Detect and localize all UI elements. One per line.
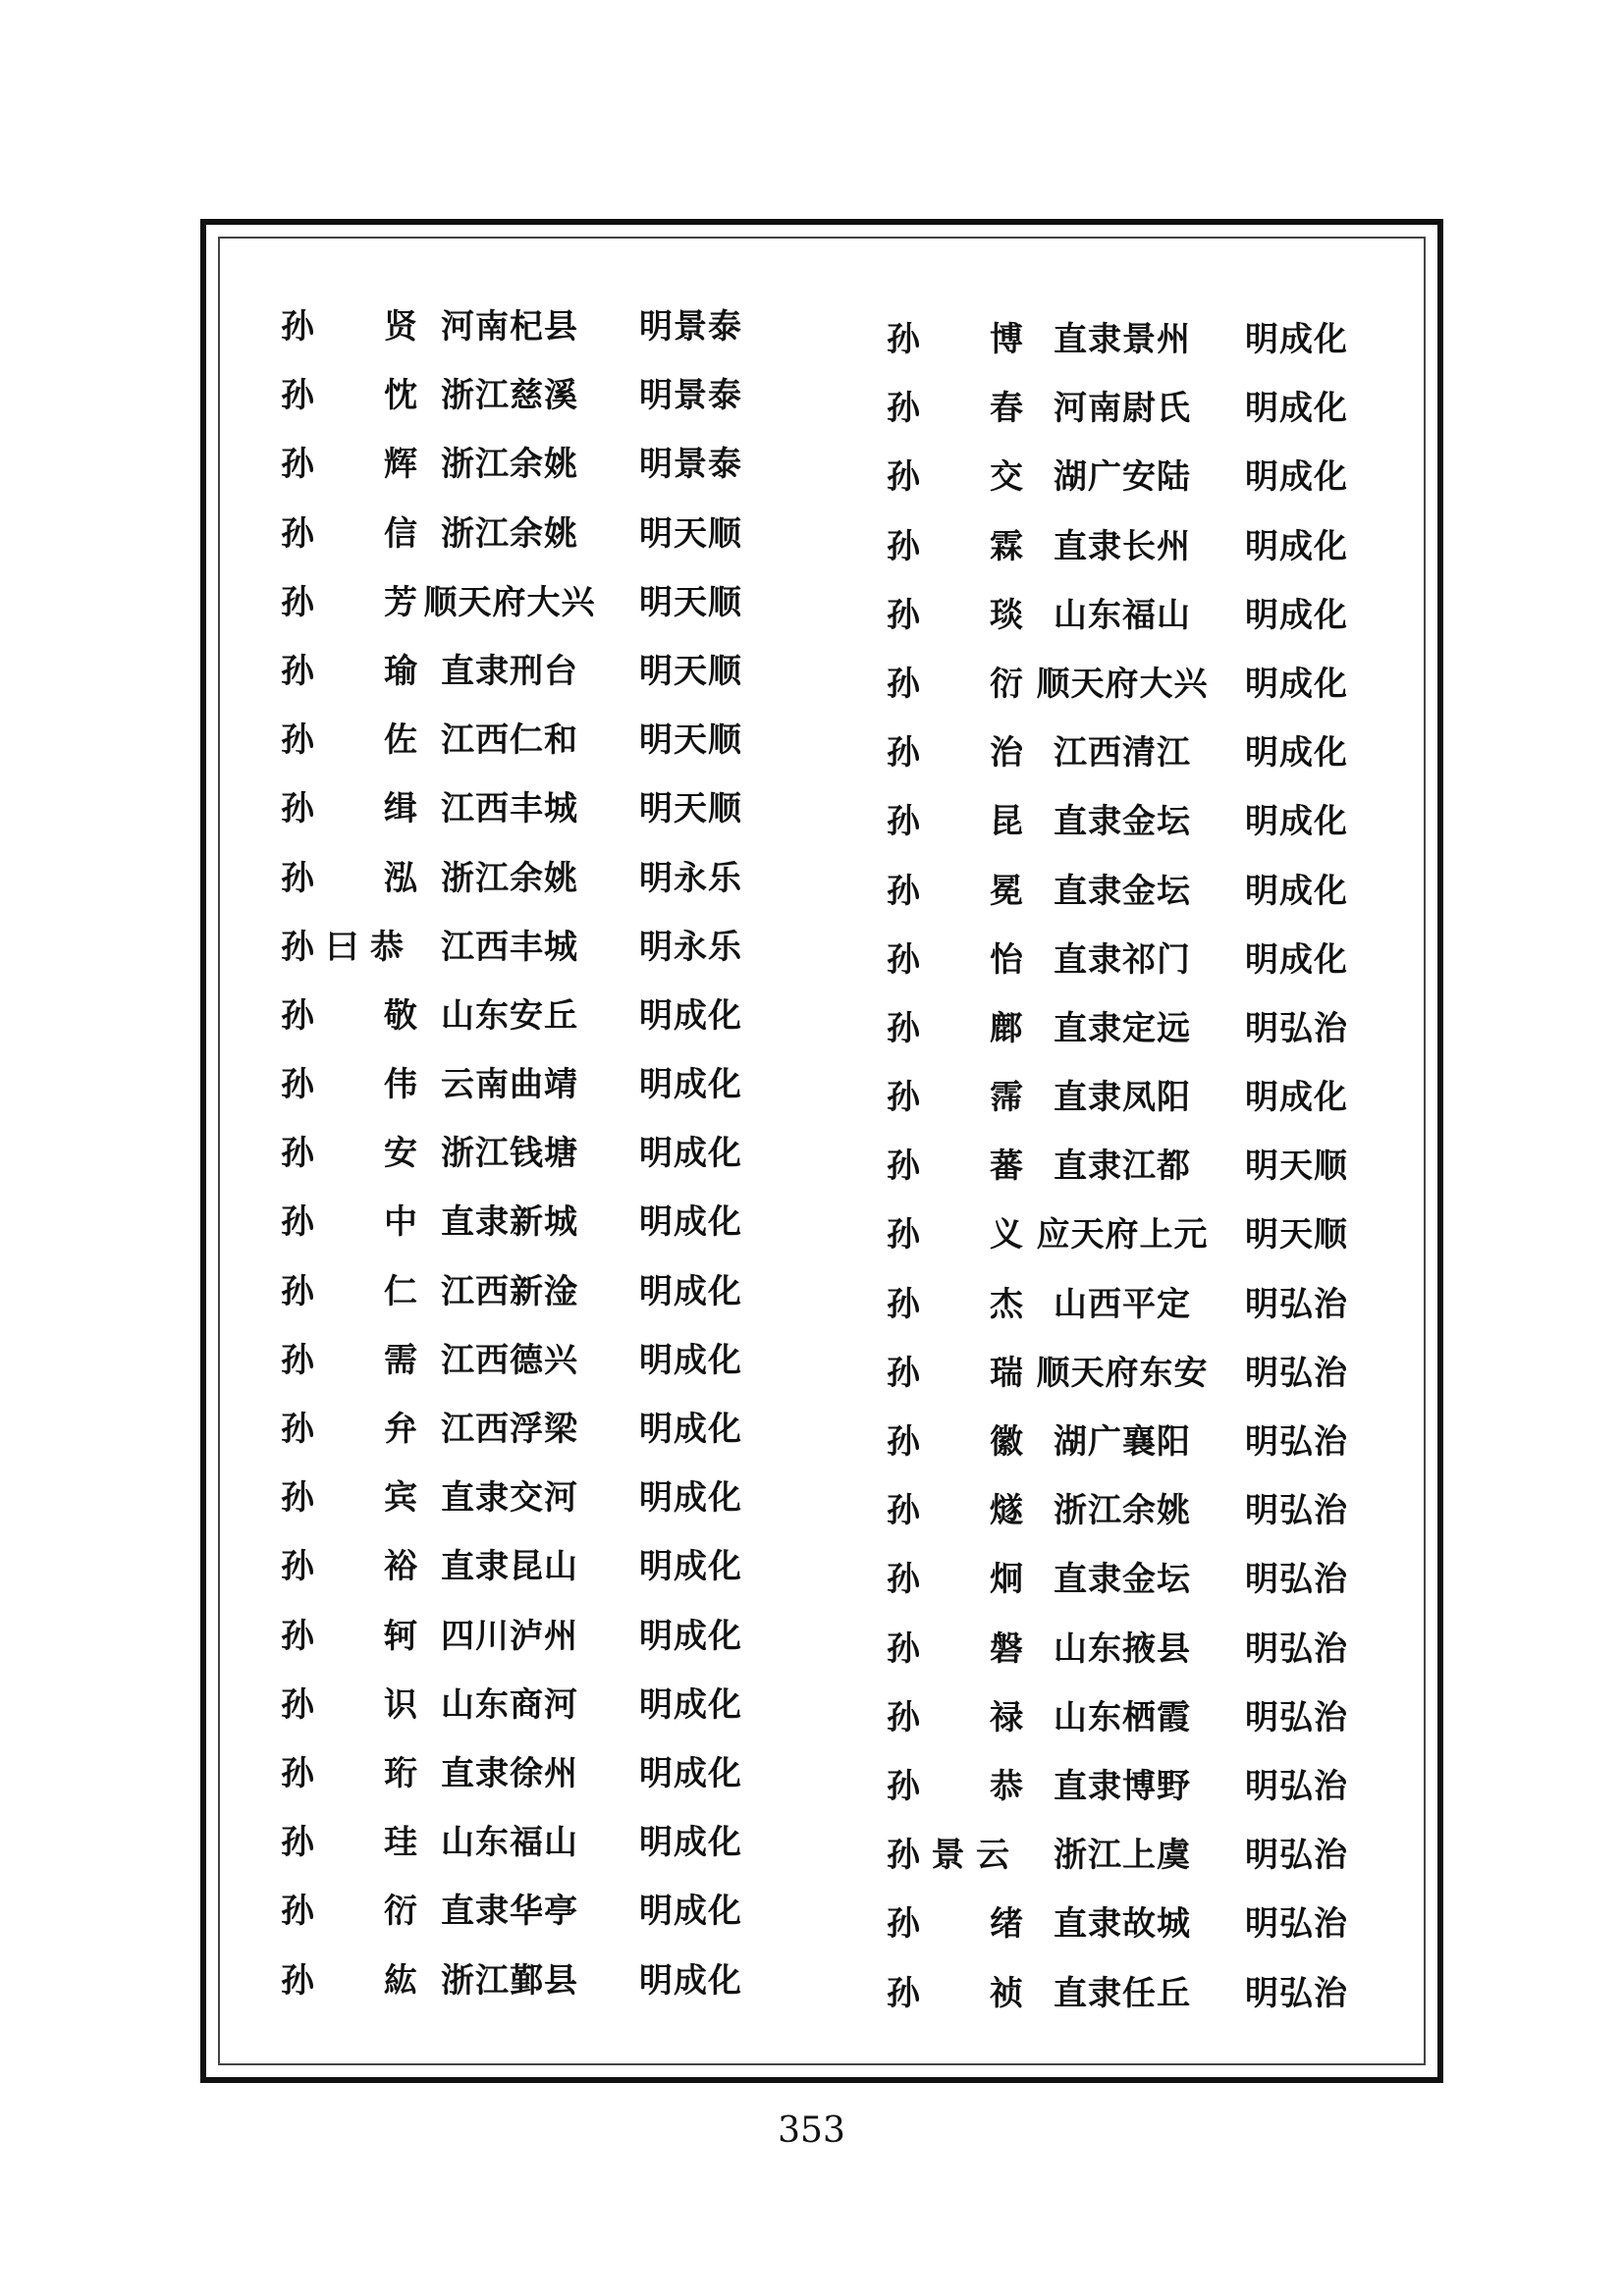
native-place: 顺天府大兴 xyxy=(423,582,596,622)
person-name: 孙 鄜 xyxy=(887,1008,1024,1048)
list-item xyxy=(887,1483,1358,1552)
native-place: 直隶徐州 xyxy=(441,1753,578,1793)
dynasty-era: 明成化 xyxy=(1245,733,1348,774)
dynasty-era: 明弘治 xyxy=(1245,1766,1348,1806)
dynasty-era: 明成化 xyxy=(639,1410,742,1449)
dynasty-era: 明成化 xyxy=(639,1271,742,1311)
person-name: 孙 伟 xyxy=(281,1065,418,1105)
dynasty-era: 明天顺 xyxy=(1245,1147,1348,1187)
list-item xyxy=(887,725,1358,794)
list-item xyxy=(887,1896,1358,1965)
person-name: 孙 春 xyxy=(887,389,1024,429)
dynasty-era: 明成化 xyxy=(1245,526,1348,566)
native-place: 江西浮梁 xyxy=(441,1410,578,1449)
dynasty-era: 明成化 xyxy=(639,1753,742,1793)
native-place: 山东安丘 xyxy=(441,995,578,1036)
native-place: 江西丰城 xyxy=(441,789,578,829)
list-item xyxy=(281,988,752,1057)
list-item xyxy=(887,933,1358,1001)
native-place: 直隶金坛 xyxy=(1054,802,1191,842)
list-item xyxy=(281,713,752,781)
list-item xyxy=(887,381,1358,450)
list-item xyxy=(281,1264,752,1333)
native-place: 河南尉氏 xyxy=(1054,389,1191,429)
person-name: 孙 禄 xyxy=(887,1697,1024,1737)
list-item xyxy=(281,1609,752,1678)
native-place: 江西德兴 xyxy=(441,1340,578,1380)
native-place: 山东福山 xyxy=(1054,595,1191,635)
native-place: 河南杞县 xyxy=(441,307,578,347)
list-item xyxy=(281,507,752,575)
native-place: 浙江余姚 xyxy=(441,858,578,898)
native-place: 江西清江 xyxy=(1054,733,1191,774)
person-name: 孙 弁 xyxy=(281,1410,418,1449)
dynasty-era: 明弘治 xyxy=(1245,1973,1348,2013)
dynasty-era: 明永乐 xyxy=(639,927,742,967)
native-place: 山东栖霞 xyxy=(1054,1697,1191,1737)
person-name: 孙 义 xyxy=(887,1215,1024,1255)
native-place: 直隶定远 xyxy=(1054,1008,1191,1048)
list-item xyxy=(281,575,752,644)
list-item xyxy=(281,1470,752,1539)
list-item xyxy=(887,1207,1358,1276)
list-item xyxy=(887,1759,1358,1828)
dynasty-era: 明成化 xyxy=(639,1340,742,1380)
list-item xyxy=(281,437,752,506)
native-place: 直隶江都 xyxy=(1054,1147,1191,1187)
dynasty-era: 明成化 xyxy=(639,1616,742,1656)
native-place: 浙江上虞 xyxy=(1054,1836,1191,1876)
person-name: 孙 怡 xyxy=(887,939,1024,980)
list-item xyxy=(887,1552,1358,1621)
dynasty-era: 明天顺 xyxy=(639,721,742,761)
person-name: 孙 中 xyxy=(281,1202,418,1243)
list-item xyxy=(281,1195,752,1263)
list-item xyxy=(281,1126,752,1195)
native-place: 浙江余姚 xyxy=(441,445,578,485)
list-item xyxy=(887,864,1358,933)
native-place: 江西仁和 xyxy=(441,721,578,761)
person-name: 孙 交 xyxy=(887,457,1024,498)
list-item xyxy=(887,588,1358,657)
list-item xyxy=(281,1333,752,1402)
dynasty-era: 明成化 xyxy=(639,1134,742,1174)
dynasty-era: 明弘治 xyxy=(1245,1008,1348,1048)
dynasty-era: 明弘治 xyxy=(1245,1491,1348,1531)
native-place: 云南曲靖 xyxy=(441,1065,578,1105)
native-place: 直隶博野 xyxy=(1054,1766,1191,1806)
list-item xyxy=(887,519,1358,588)
person-name: 孙 昆 xyxy=(887,802,1024,842)
person-name: 孙 蕃 xyxy=(887,1147,1024,1187)
list-item xyxy=(281,851,752,920)
dynasty-era: 明景泰 xyxy=(639,307,742,347)
dynasty-era: 明弘治 xyxy=(1245,1422,1348,1462)
native-place: 山东掖县 xyxy=(1054,1629,1191,1669)
dynasty-era: 明弘治 xyxy=(1245,1697,1348,1737)
native-place: 直隶凤阳 xyxy=(1054,1078,1191,1118)
person-name: 孙 忱 xyxy=(281,376,418,416)
person-name: 孙 安 xyxy=(281,1134,418,1174)
list-item xyxy=(281,920,752,988)
dynasty-era: 明景泰 xyxy=(639,445,742,485)
person-name: 孙 裕 xyxy=(281,1547,418,1587)
left-column xyxy=(281,299,752,2022)
list-item xyxy=(281,1539,752,1608)
person-name: 孙 紘 xyxy=(281,1960,418,2001)
dynasty-era: 明天顺 xyxy=(1245,1215,1348,1255)
native-place: 浙江余姚 xyxy=(1054,1491,1191,1531)
list-item xyxy=(887,1690,1358,1759)
list-item xyxy=(281,1678,752,1746)
dynasty-era: 明天顺 xyxy=(639,651,742,691)
native-place: 四川泸州 xyxy=(441,1616,578,1656)
native-place: 浙江余姚 xyxy=(441,513,578,554)
person-name: 孙 炯 xyxy=(887,1560,1024,1600)
dynasty-era: 明成化 xyxy=(639,1547,742,1587)
native-place: 直隶故城 xyxy=(1054,1904,1191,1945)
list-item xyxy=(887,1415,1358,1483)
dynasty-era: 明弘治 xyxy=(1245,1836,1348,1876)
list-item xyxy=(887,312,1358,381)
person-name: 孙 恭 xyxy=(887,1766,1024,1806)
list-item xyxy=(281,1746,752,1815)
dynasty-era: 明天顺 xyxy=(639,789,742,829)
person-name: 孙 芳 xyxy=(281,582,418,622)
native-place: 直隶昆山 xyxy=(441,1547,578,1587)
dynasty-era: 明成化 xyxy=(1245,1078,1348,1118)
person-name: 孙 绪 xyxy=(887,1904,1024,1945)
person-name: 孙 衍 xyxy=(281,1892,418,1932)
person-name: 孙 佐 xyxy=(281,721,418,761)
dynasty-era: 明成化 xyxy=(1245,939,1348,980)
dynasty-era: 明弘治 xyxy=(1245,1629,1348,1669)
native-place: 江西丰城 xyxy=(441,927,578,967)
list-item xyxy=(887,1001,1358,1070)
dynasty-era: 明成化 xyxy=(639,1892,742,1932)
list-item xyxy=(281,1953,752,2022)
dynasty-era: 明景泰 xyxy=(639,376,742,416)
dynasty-era: 明弘治 xyxy=(1245,1353,1348,1393)
person-name: 孙 仁 xyxy=(281,1271,418,1311)
person-name: 孙 珩 xyxy=(281,1753,418,1793)
list-item xyxy=(281,1884,752,1952)
dynasty-era: 明成化 xyxy=(1245,595,1348,635)
list-item xyxy=(887,794,1358,863)
person-name: 孙 瑞 xyxy=(887,1353,1024,1393)
native-place: 直隶任丘 xyxy=(1054,1973,1191,2013)
list-item xyxy=(281,368,752,437)
dynasty-era: 明成化 xyxy=(1245,802,1348,842)
list-item xyxy=(887,1070,1358,1139)
list-item xyxy=(281,1402,752,1470)
dynasty-era: 明成化 xyxy=(639,1823,742,1863)
list-item xyxy=(887,657,1358,725)
dynasty-era: 明天顺 xyxy=(639,582,742,622)
dynasty-era: 明成化 xyxy=(639,995,742,1036)
native-place: 浙江钱塘 xyxy=(441,1134,578,1174)
native-place: 直隶祁门 xyxy=(1054,939,1191,980)
person-name: 孙 缉 xyxy=(281,789,418,829)
list-item xyxy=(281,781,752,850)
native-place: 直隶华亭 xyxy=(441,1892,578,1932)
person-name: 孙曰恭 xyxy=(281,927,405,967)
dynasty-era: 明成化 xyxy=(639,1684,742,1725)
native-place: 直隶刑台 xyxy=(441,651,578,691)
person-name: 孙 祯 xyxy=(887,1973,1024,2013)
dynasty-era: 明弘治 xyxy=(1245,1560,1348,1600)
native-place: 江西新淦 xyxy=(441,1271,578,1311)
person-name: 孙景云 xyxy=(887,1836,1010,1876)
dynasty-era: 明成化 xyxy=(1245,871,1348,911)
native-place: 顺天府大兴 xyxy=(1036,664,1209,704)
list-item xyxy=(281,1815,752,1884)
native-place: 山东福山 xyxy=(441,1823,578,1863)
page-number: 353 xyxy=(778,2110,845,2151)
native-place: 浙江慈溪 xyxy=(441,376,578,416)
dynasty-era: 明成化 xyxy=(639,1960,742,2001)
dynasty-era: 明弘治 xyxy=(1245,1284,1348,1324)
person-name: 孙 轲 xyxy=(281,1616,418,1656)
person-name: 孙 衍 xyxy=(887,664,1024,704)
person-name: 孙 辉 xyxy=(281,445,418,485)
person-name: 孙 识 xyxy=(281,1684,418,1725)
person-name: 孙 治 xyxy=(887,733,1024,774)
right-column xyxy=(887,312,1358,2035)
native-place: 湖广安陆 xyxy=(1054,457,1191,498)
native-place: 浙江鄞县 xyxy=(441,1960,578,2001)
native-place: 直隶金坛 xyxy=(1054,1560,1191,1600)
native-place: 直隶长州 xyxy=(1054,526,1191,566)
dynasty-era: 明成化 xyxy=(639,1065,742,1105)
person-name: 孙 博 xyxy=(887,320,1024,359)
person-name: 孙 徽 xyxy=(887,1422,1024,1462)
person-name: 孙 敬 xyxy=(281,995,418,1036)
native-place: 顺天府东安 xyxy=(1036,1353,1209,1393)
list-item xyxy=(281,299,752,368)
person-name: 孙 琰 xyxy=(887,595,1024,635)
native-place: 湖广襄阳 xyxy=(1054,1422,1191,1462)
list-item xyxy=(887,1139,1358,1207)
native-place: 山东商河 xyxy=(441,1684,578,1725)
dynasty-era: 明成化 xyxy=(1245,320,1348,359)
native-place: 直隶景州 xyxy=(1054,320,1191,359)
native-place: 直隶交河 xyxy=(441,1478,578,1519)
person-name: 孙 珪 xyxy=(281,1823,418,1863)
list-item xyxy=(281,1057,752,1126)
list-item xyxy=(887,1622,1358,1690)
person-name: 孙 磐 xyxy=(887,1629,1024,1669)
dynasty-era: 明成化 xyxy=(1245,664,1348,704)
person-name: 孙 宾 xyxy=(281,1478,418,1519)
list-item xyxy=(887,1966,1358,2035)
list-item xyxy=(887,1277,1358,1346)
person-name: 孙 燧 xyxy=(887,1491,1024,1531)
dynasty-era: 明成化 xyxy=(639,1202,742,1243)
dynasty-era: 明永乐 xyxy=(639,858,742,898)
list-item xyxy=(281,644,752,713)
person-name: 孙 瑜 xyxy=(281,651,418,691)
native-place: 直隶金坛 xyxy=(1054,871,1191,911)
person-name: 孙 霈 xyxy=(887,1078,1024,1118)
native-place: 应天府上元 xyxy=(1036,1215,1209,1255)
dynasty-era: 明成化 xyxy=(1245,389,1348,429)
person-name: 孙 杰 xyxy=(887,1284,1024,1324)
person-name: 孙 冕 xyxy=(887,871,1024,911)
dynasty-era: 明成化 xyxy=(1245,457,1348,498)
list-item xyxy=(887,450,1358,518)
list-item xyxy=(887,1346,1358,1415)
person-name: 孙 贤 xyxy=(281,307,418,347)
person-name: 孙 信 xyxy=(281,513,418,554)
dynasty-era: 明成化 xyxy=(639,1478,742,1519)
list-item xyxy=(887,1828,1358,1896)
native-place: 山西平定 xyxy=(1054,1284,1191,1324)
native-place: 直隶新城 xyxy=(441,1202,578,1243)
person-name: 孙 霖 xyxy=(887,526,1024,566)
person-name: 孙 需 xyxy=(281,1340,418,1380)
dynasty-era: 明弘治 xyxy=(1245,1904,1348,1945)
dynasty-era: 明天顺 xyxy=(639,513,742,554)
person-name: 孙 泓 xyxy=(281,858,418,898)
